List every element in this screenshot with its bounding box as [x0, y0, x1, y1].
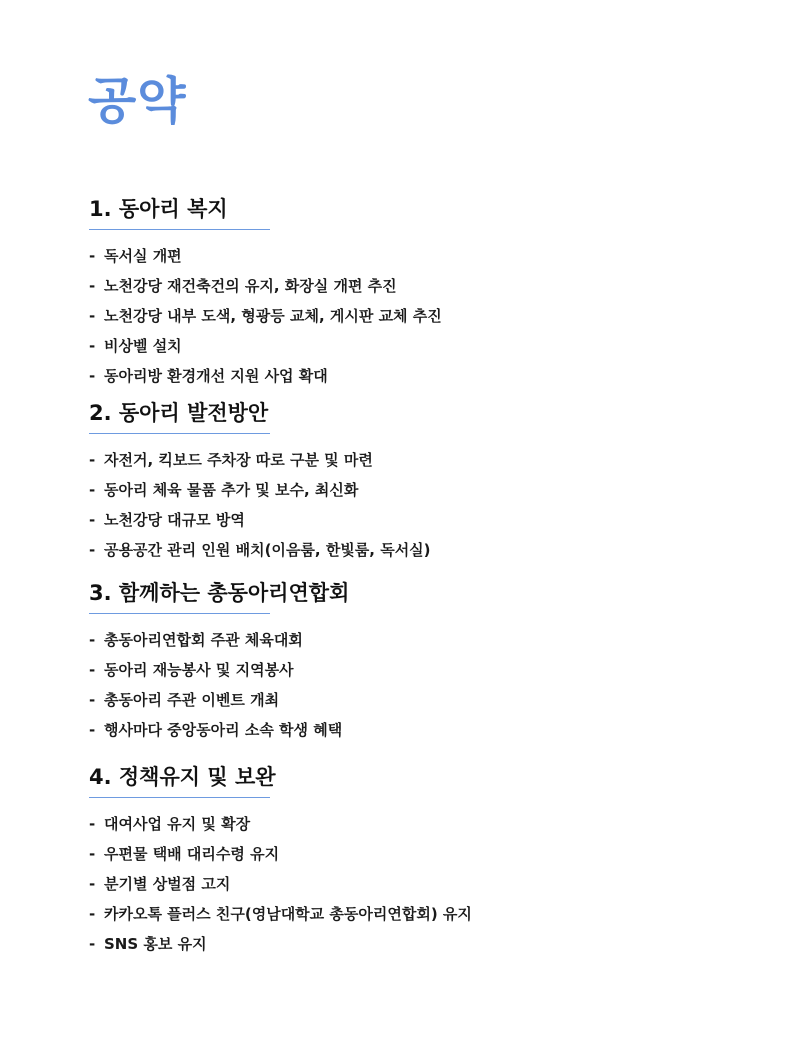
list-item-text: 총동아리 주관 이벤트 개최 — [104, 691, 280, 709]
list-item — [89, 625, 709, 655]
section-underline — [89, 613, 270, 614]
bullet-dash: - — [89, 661, 96, 679]
bullet-dash: - — [89, 367, 96, 385]
bullet-dash: - — [89, 845, 96, 863]
list-item — [89, 445, 709, 475]
list-item — [89, 809, 709, 839]
pledge-list — [89, 809, 709, 959]
section-heading: 4. 정책유지 및 보완 — [89, 765, 276, 789]
bullet-dash: - — [89, 337, 96, 355]
section-underline — [89, 229, 270, 230]
list-item-text: 노천강당 재건축건의 유지, 화장실 개편 추진 — [104, 277, 397, 295]
list-item — [89, 475, 709, 505]
bullet-dash: - — [89, 815, 96, 833]
bullet-dash: - — [89, 511, 96, 529]
list-item-text: 총동아리연합회 주관 체육대회 — [104, 631, 303, 649]
bullet-dash: - — [89, 631, 96, 649]
list-item — [89, 685, 709, 715]
list-item — [89, 869, 709, 899]
bullet-dash: - — [89, 935, 96, 953]
list-item — [89, 505, 709, 535]
section-underline — [89, 433, 270, 434]
list-item — [89, 899, 709, 929]
list-item — [89, 271, 709, 301]
list-item-text: 자전거, 킥보드 주차장 따로 구분 및 마련 — [104, 451, 373, 469]
list-item — [89, 241, 709, 271]
list-item — [89, 655, 709, 685]
section-underline — [89, 797, 270, 798]
section-policy-maintenance — [89, 762, 709, 959]
section-heading: 1. 동아리 복지 — [89, 197, 228, 221]
list-item-text: 비상벨 설치 — [104, 337, 182, 355]
list-item — [89, 361, 709, 391]
list-item — [89, 715, 709, 745]
bullet-dash: - — [89, 875, 96, 893]
bullet-dash: - — [89, 691, 96, 709]
section-club-welfare — [89, 194, 709, 391]
bullet-dash: - — [89, 541, 96, 559]
list-item — [89, 301, 709, 331]
list-item-text: SNS 홍보 유지 — [104, 935, 207, 953]
list-item — [89, 535, 709, 565]
list-item-text: 노천강당 대규모 방역 — [104, 511, 245, 529]
bullet-dash: - — [89, 451, 96, 469]
bullet-dash: - — [89, 905, 96, 923]
list-item-text: 노천강당 내부 도색, 형광등 교체, 게시판 교체 추진 — [104, 307, 442, 325]
list-item-text: 대여사업 유지 및 확장 — [104, 815, 251, 833]
bullet-dash: - — [89, 277, 96, 295]
section-heading: 2. 동아리 발전방안 — [89, 401, 269, 425]
section-together-union — [89, 578, 709, 745]
list-item — [89, 929, 709, 959]
list-item-text: 행사마다 중앙동아리 소속 학생 혜택 — [104, 721, 343, 739]
bullet-dash: - — [89, 307, 96, 325]
list-item-text: 동아리방 환경개선 지원 사업 확대 — [104, 367, 328, 385]
list-item-text: 우편물 택배 대리수령 유지 — [104, 845, 280, 863]
section-heading: 3. 함께하는 총동아리연합회 — [89, 581, 350, 605]
pledge-list — [89, 241, 709, 391]
page-title: 공약 — [88, 72, 187, 130]
list-item — [89, 839, 709, 869]
bullet-dash: - — [89, 247, 96, 265]
bullet-dash: - — [89, 721, 96, 739]
pledge-list — [89, 445, 709, 565]
pledge-list — [89, 625, 709, 745]
list-item-text: 공용공간 관리 인원 배치(이음룸, 한빛룸, 독서실) — [104, 541, 431, 559]
list-item-text: 분기별 상벌점 고지 — [104, 875, 231, 893]
list-item-text: 카카오톡 플러스 친구(영남대학교 총동아리연합회) 유지 — [104, 905, 472, 923]
list-item-text: 동아리 재능봉사 및 지역봉사 — [104, 661, 294, 679]
bullet-dash: - — [89, 481, 96, 499]
list-item-text: 독서실 개편 — [104, 247, 182, 265]
list-item-text: 동아리 체육 물품 추가 및 보수, 최신화 — [104, 481, 359, 499]
list-item — [89, 331, 709, 361]
section-club-development — [89, 398, 709, 565]
